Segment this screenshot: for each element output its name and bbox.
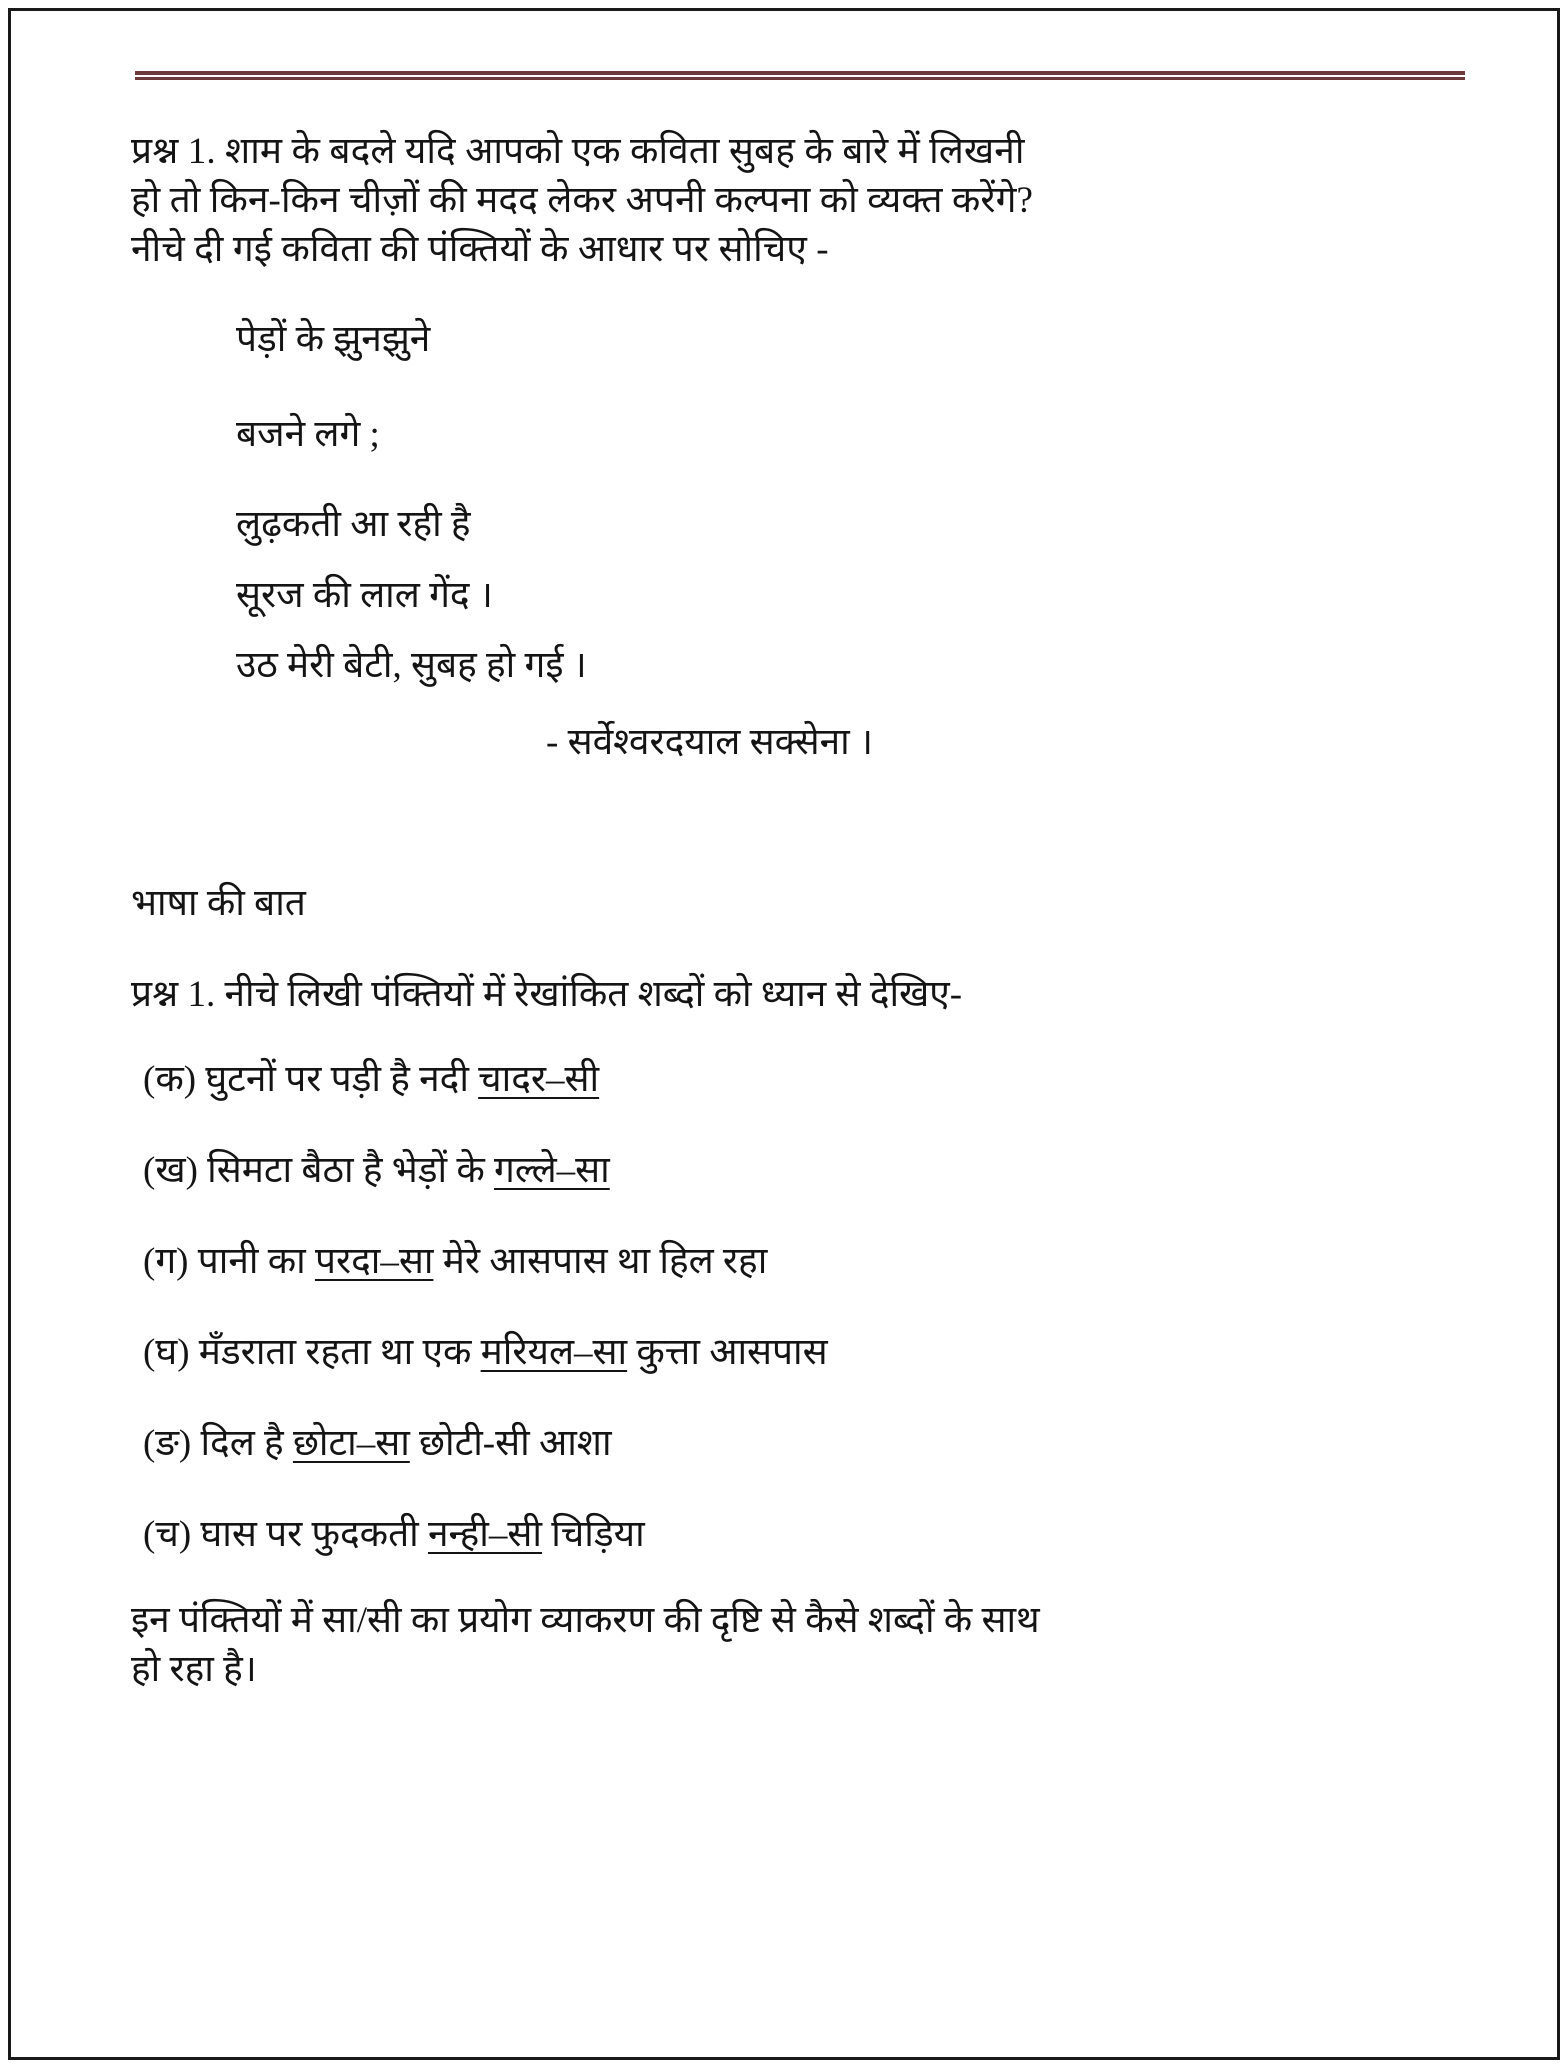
list-item-before: पानी का <box>197 1241 315 1283</box>
list-item-marker: (ङ) <box>143 1423 192 1465</box>
list-item-after: मेरे आसपास था हिल रहा <box>433 1241 768 1283</box>
list-item-before: घास पर फुदकती <box>200 1514 429 1556</box>
page-border <box>8 8 1560 2060</box>
list-item-after: कुत्ता आसपास <box>627 1332 828 1374</box>
list-item-before: घुटनों पर पड़ी है नदी <box>205 1059 479 1101</box>
list-item <box>143 1324 1451 1375</box>
question-one-line-1: प्रश्न 1. शाम के बदले यदि आपको एक कविता सुबह के बारे में लिखनी <box>131 131 1025 172</box>
poem-attribution: - सर्वेश्वरदयाल सक्सेना । <box>546 722 873 764</box>
language-section-heading: भाषा की बात <box>131 883 306 925</box>
poem-line-2: बजने लगे ; <box>236 413 380 455</box>
underlined-words-list <box>131 1051 1451 1557</box>
list-item <box>143 1142 1451 1193</box>
poem-line-4: सूरज की लाल गेंद । <box>236 574 493 616</box>
page-content <box>131 71 1451 1695</box>
list-item-underlined: छोटा–सा <box>292 1423 410 1465</box>
list-item-underlined: परदा–सा <box>314 1241 434 1283</box>
question-one-block <box>131 128 1426 274</box>
language-section-question: प्रश्न 1. नीचे लिखी पंक्तियों में रेखांकित शब्दों को ध्यान से देखिए- <box>131 974 963 1016</box>
list-item-marker: (क) <box>143 1059 197 1101</box>
closing-line-1: इन पंक्तियों में सा/सी का प्रयोग व्याकरण की दृष्टि से कैसे शब्दों के साथ <box>131 1600 1040 1642</box>
list-item-marker: (च) <box>143 1514 192 1556</box>
list-item-underlined: नन्ही–सी <box>428 1514 542 1556</box>
list-item-underlined: चादर–सी <box>478 1059 600 1101</box>
top-rule-line-2 <box>135 77 1465 80</box>
poem-line-5: उठ मेरी बेटी, सुबह हो गई । <box>236 645 587 687</box>
question-one-line-2: हो तो किन-किन चीज़ों की मदद लेकर अपनी कल्पना को व्यक्त करेंगे? <box>131 179 1034 221</box>
list-item-before: दिल है <box>200 1423 293 1465</box>
list-item-underlined: गल्ले–सा <box>494 1150 610 1192</box>
poem-line-3: लुढ़कती आ रही है <box>236 504 471 546</box>
list-item-before: सिमटा बैठा है भेड़ों के <box>207 1150 495 1192</box>
poem-block <box>236 318 1451 765</box>
top-decorative-rule <box>135 71 1465 80</box>
closing-paragraph <box>131 1597 1431 1695</box>
question-one-line-3: नीचे दी गई कविता की पंक्तियों के आधार पर सोचिए - <box>131 228 829 270</box>
list-item-marker: (ग) <box>143 1241 189 1283</box>
list-item <box>143 1233 1451 1284</box>
list-item-marker: (ख) <box>143 1150 198 1192</box>
list-item-underlined: मरियल–सा <box>480 1332 628 1374</box>
closing-line-2: हो रहा है। <box>131 1649 257 1691</box>
list-item-before: मँडराता रहता था एक <box>198 1332 481 1374</box>
list-item-marker: (घ) <box>143 1332 190 1374</box>
poem-line-1: पेड़ों के झुनझुने <box>236 319 431 361</box>
list-item-after: छोटी-सी आशा <box>409 1423 612 1465</box>
list-item <box>143 1051 1451 1102</box>
top-rule-line-1 <box>135 71 1465 75</box>
list-item-after: चिड़िया <box>541 1514 645 1556</box>
list-item <box>143 1506 1451 1557</box>
list-item <box>143 1415 1451 1466</box>
